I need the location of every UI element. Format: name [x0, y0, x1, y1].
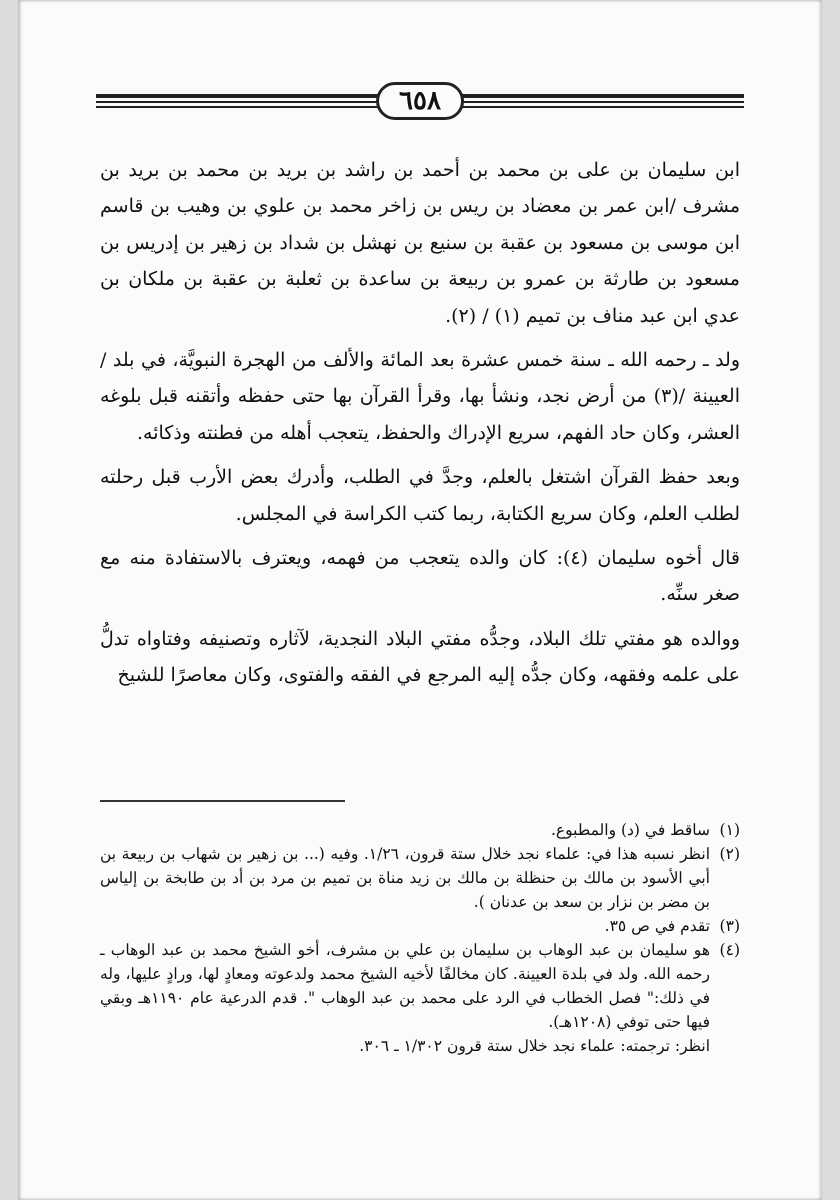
footnote-text: هو سليمان بن عبد الوهاب بن سليمان بن علي بن مشرف، أخو الشيخ محمد بن عبد الوهاب ـ رحمه الله. ولد في بلدة العيينة. كان مخالفًا لأخيه الشيخ محمد ولدعوته ومعادٍ لها، ورادٍ عليها، وله في ذلك:" فصل الخطاب في الرد على محمد بن عبد الوهاب ". قدم الدرعية عام ١١٩٠هـ وبقي فيها حتى توفي (١٢٠٨هـ). — [100, 941, 711, 1031]
footnote-number: (٤) — [719, 941, 740, 959]
book-page — [18, 0, 822, 1200]
footnote — [100, 842, 740, 914]
paragraph-lineage: ابن سليمان بن على بن محمد بن أحمد بن راشد بن بريد بن محمد بن بريد بن مشرف /ابن عمر بن معضاد بن ريس بن زاخر محمد بن علوي بن وهيب بن قاسم ابن موسى بن مسعود بن عقبة بن سنيع بن نهشل بن شداد بن زهير بن إدريس بن مسعود بن طارثة بن عمرو بن ربيعة بن ساعدة بن ثعلبة بن عقبة بن ملكان بن عدي ابن عبد مناف بن تميم (١) / (٢). — [100, 159, 740, 327]
page-number: ٦٥٨ — [376, 82, 464, 120]
footnote — [100, 914, 740, 938]
footnote-number: (٢) — [719, 845, 740, 863]
footnote — [100, 818, 740, 842]
paragraph-birth: ولد ـ رحمه الله ـ سنة خمس عشرة بعد المائة والألف من الهجرة النبويَّة، في بلد /العيينة /(٣) من أرض نجد، ونشأ بها، وقرأ القرآن بها حتى حفظه وأتقنه قبل بلوغه العشر، وكان حاد الفهم، سريع الإدراك والحفظ، يتعجب أهله من فطنته وذكائه. — [100, 349, 740, 444]
paragraph-study: وبعد حفظ القرآن اشتغل بالعلم، وجدَّ في الطلب، وأدرك بعض الأرب قبل رحلته لطلب العلم، وكان سريع الكتابة، ربما كتب الكراسة في المجلس. — [100, 466, 740, 525]
footnote-text: انظر نسبه هذا في: علماء نجد خلال ستة قرون، ١/٢٦. وفيه (... بن زهير بن شهاب بن ربيعة بن أبي الأسود بن مالك بن حنظلة بن مالك بن زيد مناة بن تميم بن مرد بن أد بن طابخة بن إلياس بن مضر بن نزار بن سعد بن عدنان ). — [100, 845, 710, 911]
paragraph-brother-quote: قال أخوه سليمان (٤): كان والده يتعجب من فهمه، ويعترف بالاستفادة منه مع صغر سنِّه. — [100, 547, 741, 606]
footnote-text: تقدم في ص ٣٥. — [604, 917, 710, 935]
footnote-separator — [100, 800, 345, 802]
paragraph-father: ووالده هو مفتي تلك البلاد، وجدُّه مفتي البلاد النجدية، لآثاره وتصنيفه وفتاواه تدلُّ على علمه وفقهه، وكان جدُّه إليه المرجع في الفقه والفتوى، وكان معاصرًا للشيخ — [100, 627, 740, 687]
footnote — [100, 938, 740, 1034]
main-text — [100, 152, 740, 694]
footnote-number: (٣) — [719, 917, 740, 935]
footnote-text: ساقط في (د) والمطبوع. — [551, 821, 710, 839]
footnote-reference: انظر: ترجمته: علماء نجد خلال ستة قرون ١/٣٠٢ ـ ٣٠٦. — [359, 1037, 710, 1055]
page-header — [96, 88, 744, 124]
footnote-number: (١) — [719, 821, 740, 839]
footnotes — [100, 818, 740, 1058]
